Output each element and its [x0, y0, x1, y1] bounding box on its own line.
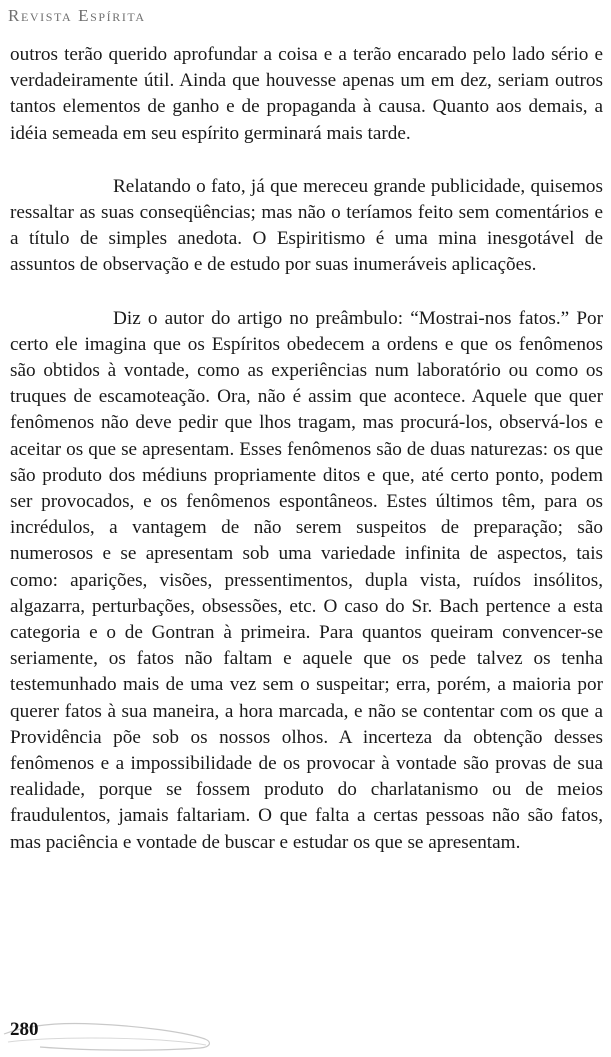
paragraph-spacer: [10, 279, 603, 306]
page-number: 280: [10, 1019, 39, 1040]
paragraph-relatando: Relatando o fato, já que mereceu grande publicidade, quisemos ressaltar as suas conseqüências; mas não o teríamos feito sem comentários e a título de simples anedota. O Espiritismo é uma mina inesgotável de assuntos de observação e de estudo por suas inumeráveis aplicações.: [10, 175, 603, 276]
paragraph-diz-o-autor: Diz o autor do artigo no preâmbulo: “Mostrai-nos fatos.” Por certo ele imagina que os Espíritos obedecem a ordens e que os fenômenos são obtidos à vontade, como as experiências num laboratório ou como os truques de escamoteação. Ora, não é assim que acontece. Aquele que quer fenômenos não deve pedir que lhos tragam, mas procurá-los, observá-los e aceitar os que se apresentam. Esses fenômenos são de duas naturezas: os que são produto dos médiuns propriamente ditos e que, até certo ponto, podem ser provocados, e os fenômenos espontâneos. Estes últimos têm, para os incrédulos, a vantagem de não serem suspeitos de preparação; são numerosos e se apresentam sob uma variedade infinita de aspectos, tais como: aparições, visões, pressentimentos, dupla vista, ruídos insólitos, algazarra, perturbações, obsessões, etc. O caso do Sr. Bach pertence a esta categoria e o de Gontran à primeira. Para quantos queiram convencer-se seriamente, os fatos não faltam e aquele que os pede talvez os tenha testemunhado mais de uma vez sem o suspeitar; erra, porém, a maioria por querer fatos à sua maneira, a hora marcada, e não se contentar com os que a Providência põe sob os nossos olhos. A incerteza da obtenção desses fenômenos e a impossibilidade de os provocar à vontade são provas de sua realidade, porque se fossem produto do charlatanismo ou de meios fraudulentos, jamais faltariam. O que falta a certas pessoas não são fatos, mas paciência e vontade de buscar e estudar os que se apresentam.: [10, 307, 603, 853]
paragraph-spacer: [10, 147, 603, 174]
running-header: Revista Espírita: [8, 6, 146, 25]
paragraph-continuation: outros terão querido aprofundar a coisa e a terão encarado pelo lado sério e verdadeiramente útil. Ainda que houvesse apenas um em dez, seriam outros tantos elementos de ganho e de propaganda à causa. Quanto aos demais, a idéia semeada em seu espírito germinará mais tarde.: [10, 44, 603, 144]
page-body: [10, 42, 603, 856]
